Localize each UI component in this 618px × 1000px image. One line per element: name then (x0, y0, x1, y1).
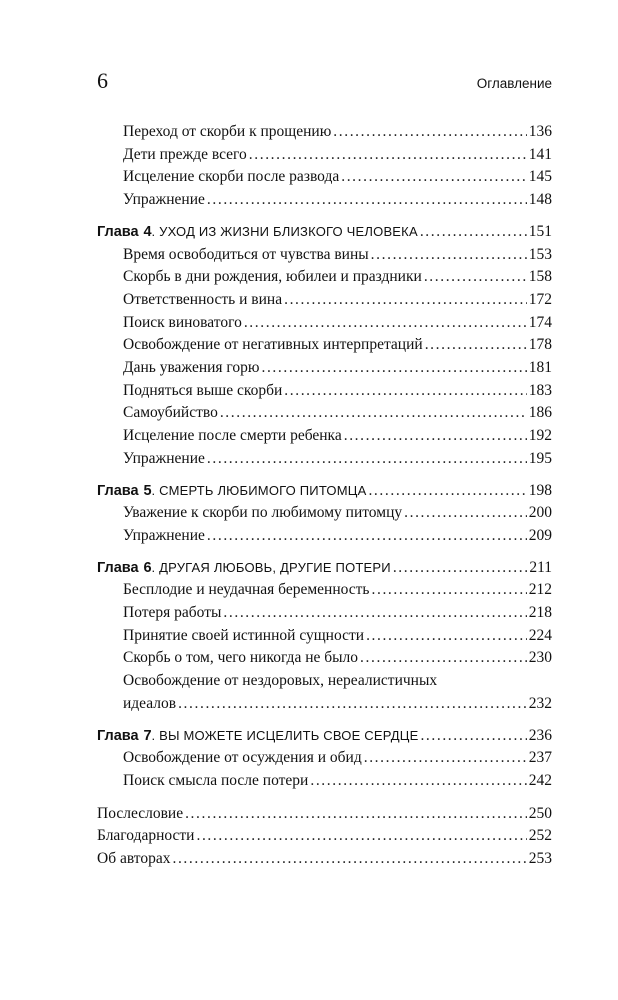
leader-dots (404, 502, 527, 525)
chapter-number: 5 (143, 482, 152, 499)
toc-entry-page: 186 (528, 404, 552, 422)
toc-entry-page: 218 (528, 604, 552, 622)
toc-back-entry (97, 825, 552, 848)
toc-entry-title: Послесловие (97, 804, 184, 822)
toc-entry (97, 266, 552, 289)
toc-entry (97, 244, 552, 267)
toc-entry (97, 289, 552, 312)
toc-entry-title: Дети прежде всего (123, 145, 247, 163)
toc-entry-page: 148 (528, 191, 552, 209)
toc-entry-title: Ответственность и вина (123, 290, 283, 308)
toc-entry-title: Освобождение от негативных интерпретаций (123, 336, 423, 354)
toc-entry-title: Время освободиться от чувства вины (123, 245, 369, 263)
toc-entry (97, 425, 552, 448)
toc-entry-title: Упражнение (123, 191, 205, 209)
chapter-label: Глава (97, 223, 139, 240)
leader-dots (223, 602, 526, 625)
leader-dots (371, 244, 527, 267)
toc-entry-page: 209 (528, 526, 552, 544)
toc-entry (97, 121, 552, 144)
toc-entry-title-line1: Освобождение от нездоровых, нереалистичных (123, 672, 438, 690)
running-head: Оглавление (476, 76, 552, 91)
toc-entry-title: Скорбь о том, чего никогда не было (123, 649, 359, 667)
toc-entry-title: Исцеление скорби после развода (123, 168, 340, 186)
toc-entry (97, 380, 552, 403)
toc-entry (97, 579, 552, 602)
leader-dots (284, 289, 527, 312)
toc-entry-page: 158 (528, 268, 552, 286)
leader-dots (360, 647, 527, 670)
toc-entry (97, 312, 552, 335)
chapter-label: Глава (97, 559, 139, 576)
leader-dots (249, 144, 527, 167)
leader-dots (393, 557, 528, 580)
toc-entry-page: 195 (528, 449, 552, 467)
leader-dots (207, 525, 527, 548)
toc-entry-title: Подняться выше скорби (123, 381, 283, 399)
leader-dots (284, 380, 526, 403)
toc-entry (97, 602, 552, 625)
chapter-name: . ВЫ МОЖЕТЕ ИСЦЕЛИТЬ СВОЕ СЕРДЦЕ (151, 727, 419, 743)
toc-entry-page: 172 (528, 290, 552, 308)
toc-entry (97, 334, 552, 357)
toc-entry (97, 189, 552, 212)
toc-entry-title: Переход от скорби к прощению (123, 123, 332, 140)
toc-entry-title: Самоубийство (123, 404, 218, 422)
toc-entry-page: 183 (528, 381, 552, 399)
leader-dots (172, 848, 526, 871)
leader-dots (366, 625, 527, 648)
leader-dots (207, 448, 527, 471)
toc-entry (97, 770, 552, 793)
leader-dots (372, 579, 527, 602)
chapter-title (97, 480, 366, 503)
toc-entry-page: 224 (528, 626, 552, 644)
toc-entry-page: 253 (528, 850, 552, 868)
toc-back-entry (97, 803, 552, 826)
leader-dots (420, 221, 527, 244)
toc-entry-title: Принятие своей истинной сущности (123, 626, 365, 644)
toc-entry-page: 153 (528, 245, 552, 263)
toc-entry-page: 141 (528, 145, 552, 163)
toc-entry-title: Уважение к скорби по любимому питомцу (123, 504, 403, 522)
chapter-number: 7 (143, 727, 152, 744)
toc-entry (97, 166, 552, 189)
toc-entry-page: 145 (528, 168, 552, 186)
leader-dots (220, 402, 527, 425)
chapter-number: 4 (143, 223, 152, 240)
toc-entry-page: 212 (528, 581, 552, 599)
toc-entry-page: 136 (528, 123, 552, 140)
toc-entry (97, 357, 552, 380)
toc-entry-title: Упражнение (123, 449, 205, 467)
toc-entry (97, 747, 552, 770)
toc-entry-title: Об авторах (97, 850, 171, 868)
leader-dots (341, 166, 527, 189)
toc-entry-page: 250 (528, 804, 552, 822)
leader-dots (420, 725, 526, 748)
toc-entry-title: Бесплодие и неудачная беременность (123, 581, 370, 599)
chapter-title (97, 557, 391, 580)
leader-dots (196, 825, 526, 848)
leader-dots (344, 425, 527, 448)
toc-entry-title-line2: идеалов (123, 694, 177, 712)
chapter-title (97, 725, 418, 748)
toc-entry (97, 525, 552, 548)
toc-entry-title: Потеря работы (123, 604, 222, 622)
chapter-label: Глава (97, 482, 139, 499)
chapter-name: . ДРУГАЯ ЛЮБОВЬ, ДРУГИЕ ПОТЕРИ (151, 559, 391, 575)
toc-entry (97, 625, 552, 648)
leader-dots (207, 189, 527, 212)
leader-dots (244, 312, 527, 335)
toc-entry-title: Поиск виноватого (123, 313, 242, 331)
leader-dots (425, 334, 527, 357)
leader-dots (310, 770, 526, 793)
leader-dots (368, 480, 526, 503)
chapter-heading-6 (97, 557, 552, 580)
toc-entry (97, 402, 552, 425)
page-number: 6 (97, 68, 108, 93)
leader-dots (178, 693, 527, 716)
toc-entry-title: Поиск смысла после потери (123, 771, 309, 789)
leader-dots (261, 357, 526, 380)
toc-entry-page: 174 (528, 313, 552, 331)
table-of-contents (97, 121, 552, 871)
leader-dots (333, 121, 526, 144)
toc-entry-page: 237 (528, 749, 552, 767)
leader-dots (185, 803, 527, 826)
chapter-name: . УХОД ИЗ ЖИЗНИ БЛИЗКОГО ЧЕЛОВЕКА (151, 223, 418, 239)
toc-entry-title: Дань уважения горю (123, 359, 260, 377)
chapter-title (97, 221, 418, 244)
toc-entry-page: 192 (528, 427, 552, 445)
toc-entry-title: Скорбь в дни рождения, юбилеи и праздники (123, 268, 422, 286)
toc-entry-title: Освобождение от осуждения и обид (123, 749, 362, 767)
chapter-heading-4 (97, 221, 552, 244)
toc-entry (97, 693, 552, 716)
toc-entry-page: 181 (528, 359, 552, 377)
chapter-number: 6 (143, 559, 152, 576)
chapter-heading-5 (97, 480, 552, 503)
toc-entry-title: Исцеление после смерти ребенка (123, 427, 342, 445)
toc-entry (97, 647, 552, 670)
chapter-page: 211 (529, 558, 552, 576)
toc-entry-page: 232 (528, 694, 552, 712)
toc-entry-page: 242 (528, 771, 552, 789)
toc-entry-page: 200 (528, 504, 552, 522)
toc-entry-title: Благодарности (97, 827, 195, 845)
chapter-heading-7 (97, 725, 552, 748)
chapter-page: 151 (528, 222, 552, 240)
toc-entry-page: 230 (528, 649, 552, 667)
toc-entry-title: Упражнение (123, 526, 205, 544)
toc-entry-page: 252 (528, 827, 552, 845)
toc-back-entry (97, 848, 552, 871)
chapter-page: 236 (528, 726, 552, 744)
chapter-name: . СМЕРТЬ ЛЮБИМОГО ПИТОМЦА (151, 482, 367, 498)
leader-dots (364, 747, 527, 770)
chapter-label: Глава (97, 727, 139, 744)
chapter-page: 198 (528, 481, 552, 499)
toc-entry-page: 178 (528, 336, 552, 354)
toc-entry (97, 144, 552, 167)
toc-entry (97, 502, 552, 525)
toc-entry (97, 448, 552, 471)
leader-dots (424, 266, 527, 289)
